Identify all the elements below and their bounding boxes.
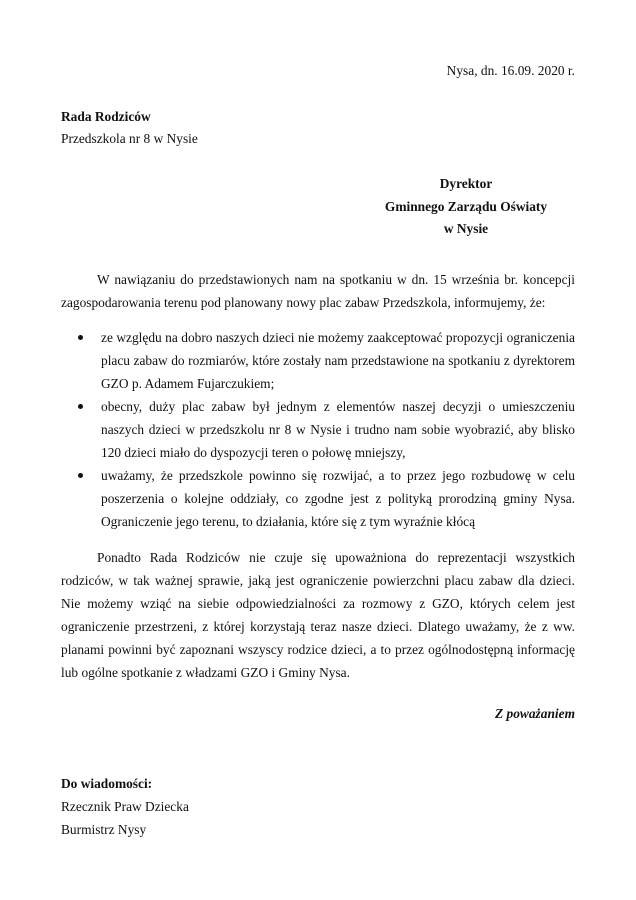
cc-recipient: Burmistrz Nysy: [61, 822, 147, 837]
cc-title: Do wiadomości:: [61, 776, 153, 791]
letter-date: Nysa, dn. 16.09. 2020 r.: [446, 63, 575, 78]
list-item: [61, 395, 575, 464]
bullet-list: [61, 326, 575, 533]
sender-name: Rada Rodziców: [61, 109, 151, 124]
intro-paragraph: [61, 268, 575, 314]
bullet-dot-icon: [78, 473, 83, 478]
bullet-dot-icon: [78, 404, 83, 409]
cc-recipient: Rzecznik Praw Dziecka: [61, 799, 189, 814]
bullet-dot-icon: [78, 335, 83, 340]
list-item: [61, 464, 575, 533]
addressee-title: Dyrektor: [439, 176, 493, 191]
closing-salutation: Z poważaniem: [495, 706, 575, 721]
addressee-city: w Nysie: [443, 221, 489, 236]
sender-institution: Przedszkola nr 8 w Nysie: [61, 131, 198, 146]
list-item: [61, 326, 575, 395]
bullet-text: obecny, duży plac zabaw był jednym z elementów naszej decyzji o umieszczeniu naszych dzieci w przedszkolu nr 8 w Nysie i trudno nam sobie wyobrazić, aby blisko 120 dzieci miało do dyspozycji teren o połowę mniejszy,: [101, 399, 575, 460]
second-paragraph: Ponadto Rada Rodziców nie czuje się upoważniona do reprezentacji wszystkich rodziców, w tak ważnej sprawie, jaką jest ograniczenie powierzchni placu zabaw dla dzieci. Nie możemy wziąć na siebie odpowiedzialności za rozmowy z GZO, których celem jest ograniczenie przestrzeni, z której korzystają teraz nasze dzieci. Dlatego uważamy, że z ww. planami powinni być zapoznani wszyscy rodzice dzieci, a to przez ogólnodostępną informację lub ogólne spotkanie z władzami GZO i Gminy Nysa.: [61, 550, 575, 680]
addressee-institution: Gminnego Zarządu Oświaty: [384, 199, 548, 214]
bullet-text: uważamy, że przedszkole powinno się rozwijać, a to przez jego rozbudowę w celu poszerzenia o kolejne oddziały, co zgodne jest z polityką prorodziną gminy Nysa. Ograniczenie jego terenu, to działania, które się z tym wyraźnie kłócą: [101, 468, 575, 529]
bullet-text: ze względu na dobro naszych dzieci nie możemy zaakceptować propozycji ograniczenia placu zabaw do rozmiarów, które zostały nam przedstawione na spotkaniu z dyrektorem GZO p. Adamem Fujarczukiem;: [101, 330, 575, 391]
intro-text: W nawiązaniu do przedstawionych nam na spotkaniu w dn. 15 września br. koncepcji zagospodarowania terenu pod planowany nowy plac zabaw Przedszkola, informujemy, że:: [61, 272, 575, 310]
